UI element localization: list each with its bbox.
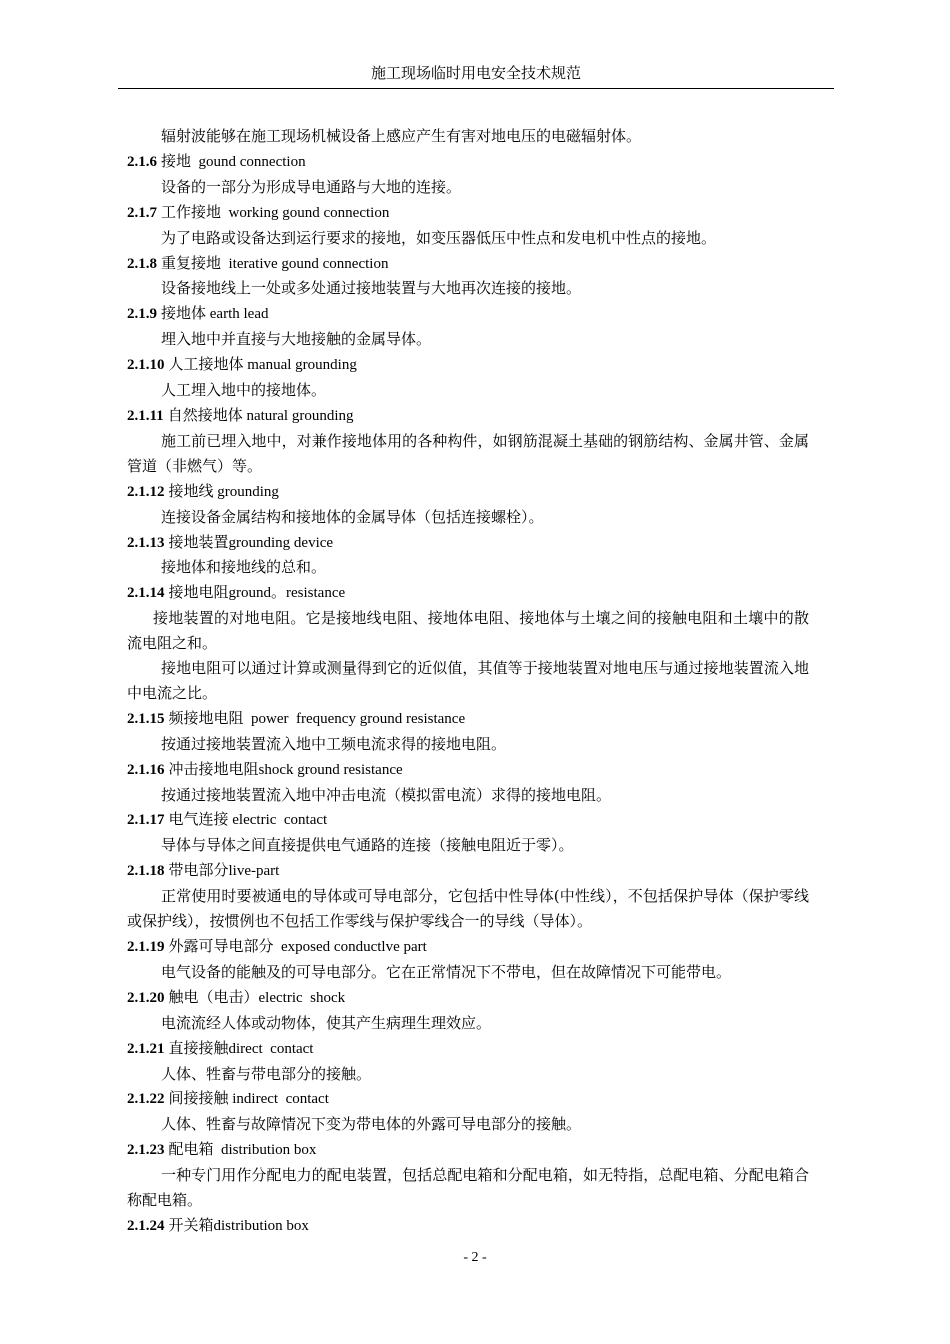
- term-heading: [127, 1137, 809, 1163]
- term-definition: 连接设备金属结构和接地体的金属导体（包括连接螺栓）。: [161, 507, 544, 526]
- term-chinese: 自然接地体: [167, 405, 243, 424]
- term-english: distribution box: [213, 1217, 309, 1234]
- term-definition: 人体、牲畜与故障情况下变为带电体的外露可导电部分的接触。: [161, 1115, 582, 1134]
- term-chinese: 间接接触: [168, 1089, 229, 1108]
- header-divider: [118, 88, 834, 89]
- term-heading: [127, 934, 809, 960]
- term-english: natural grounding: [242, 407, 354, 424]
- document-body: [127, 124, 809, 1239]
- term-heading: [127, 807, 809, 833]
- term-definition: 按通过接地装置流入地中冲击电流（模拟雷电流）求得的接地电阻。: [161, 785, 612, 804]
- term-definition: 设备的一部分为形成导电通路与大地的连接。: [161, 177, 462, 196]
- term-english: electric shock: [258, 989, 346, 1006]
- term-number: 2.1.22: [127, 1091, 165, 1108]
- term-chinese: 直接接触: [168, 1038, 229, 1057]
- term-heading: [127, 200, 809, 226]
- term-number: 2.1.16: [127, 761, 165, 778]
- term-definition: 接地装置的对地电阻。它是接地线电阻、接地体电阻、接地体与土壤之间的接触电阻和土壤中的散流电阻之和。: [127, 609, 809, 653]
- term-english: grounding device: [228, 534, 334, 551]
- term-chinese: 冲击接地电阻: [168, 759, 259, 778]
- term-english: electric contact: [228, 812, 328, 829]
- term-english: manual grounding: [243, 357, 357, 374]
- term-number: 2.1.24: [127, 1217, 165, 1234]
- term-heading: [127, 1036, 809, 1062]
- term-heading: [127, 757, 809, 783]
- term-number: 2.1.20: [127, 989, 165, 1006]
- term-heading: [127, 301, 809, 327]
- term-chinese: 带电部分: [168, 861, 229, 880]
- term-number: 2.1.13: [127, 534, 165, 551]
- term-english: gound connection: [191, 153, 306, 170]
- term-number: 2.1.15: [127, 710, 165, 727]
- term-chinese: 重复接地: [161, 253, 222, 272]
- term-chinese: 接地体: [161, 304, 207, 323]
- term-heading: [127, 985, 809, 1011]
- term-english: exposed conductlve part: [273, 939, 427, 955]
- term-number: 2.1.9: [127, 306, 157, 323]
- term-number: 2.1.18: [127, 863, 165, 880]
- term-definition: 接地体和接地线的总和。: [161, 558, 327, 577]
- term-english: ground。resistance: [228, 585, 346, 602]
- term-heading: [127, 149, 809, 175]
- term-chinese: 人工接地体: [168, 355, 244, 374]
- term-definition: 埋入地中并直接与大地接触的金属导体。: [161, 330, 432, 349]
- term-number: 2.1.23: [127, 1142, 165, 1159]
- term-heading: [127, 403, 809, 429]
- term-chinese: 接地: [161, 151, 192, 170]
- term-heading: [127, 530, 809, 556]
- term-number: 2.1.8: [127, 255, 157, 272]
- term-heading: [127, 1213, 809, 1239]
- term-definition: 为了电路或设备达到运行要求的接地，如变压器低压中性点和发电机中性点的接地。: [161, 228, 717, 247]
- term-definition: 人工埋入地中的接地体。: [161, 381, 327, 400]
- term-english: earth lead: [206, 306, 269, 323]
- term-english: live-part: [228, 863, 280, 880]
- term-number: 2.1.14: [127, 585, 165, 602]
- term-english: iterative gound connection: [221, 255, 389, 272]
- term-chinese: 接地线: [168, 481, 214, 500]
- term-english: indirect contact: [228, 1091, 329, 1108]
- term-number: 2.1.10: [127, 357, 165, 374]
- term-chinese: 电气连接: [168, 810, 229, 829]
- term-chinese: 接地装置: [168, 532, 229, 551]
- term-number: 2.1.12: [127, 483, 165, 500]
- term-definition: 电流流经人体或动物体，使其产生病理生理效应。: [161, 1013, 492, 1032]
- term-number: 2.1.11: [127, 407, 164, 424]
- term-definition: 设备接地线上一处或多处通过接地装置与大地再次连接的接地。: [161, 279, 582, 298]
- term-chinese: 接地电阻: [168, 583, 229, 602]
- term-definition: 接地电阻可以通过计算或测量得到它的近似值，其值等于接地装置对地电压与通过接地装置流入地中电流之比。: [127, 659, 809, 702]
- term-number: 2.1.21: [127, 1040, 165, 1057]
- term-heading: [127, 706, 809, 732]
- intro-paragraph: 辐射波能够在施工现场机械设备上感应产生有害对地电压的电磁辐射体。: [161, 127, 642, 145]
- term-english: grounding: [213, 483, 279, 500]
- term-number: 2.1.17: [127, 812, 165, 829]
- term-english: working gound connection: [221, 204, 390, 221]
- term-heading: [127, 858, 809, 884]
- term-number: 2.1.19: [127, 939, 165, 955]
- term-definition: 导体与导体之间直接提供电气通路的连接（接触电阻近于零）。: [161, 836, 574, 855]
- term-heading: [127, 352, 809, 378]
- term-definition: 施工前已埋入地中，对兼作接地体用的各种构件，如钢筋混凝土基础的钢筋结构、金属井管、金属管道（非燃气）等。: [127, 431, 809, 475]
- term-english: distribution box: [213, 1142, 317, 1159]
- term-chinese: 频接地电阻: [168, 708, 244, 727]
- term-number: 2.1.6: [127, 153, 157, 170]
- term-heading: [127, 580, 809, 606]
- term-english: power frequency ground resistance: [243, 710, 466, 727]
- term-chinese: 外露可导电部分: [168, 937, 274, 955]
- term-definition: 正常使用时要被通电的导体或可导电部分，它包括中性导体(中性线），不包括保护导体（保护零线或保护线），按惯例也不包括工作零线与保护零线合一的导线（导体）。: [127, 887, 809, 931]
- term-chinese: 配电箱: [168, 1140, 214, 1159]
- term-heading: [127, 1086, 809, 1112]
- term-definition: 按通过接地装置流入地中工频电流求得的接地电阻。: [161, 734, 507, 753]
- term-heading: [127, 479, 809, 505]
- term-english: direct contact: [228, 1040, 314, 1057]
- term-chinese: 开关箱: [168, 1215, 214, 1234]
- term-number: 2.1.7: [127, 204, 157, 221]
- term-definition: 人体、牲畜与带电部分的接触。: [161, 1064, 372, 1083]
- term-definition: 电气设备的能触及的可导电部分。它在正常情况下不带电，但在故障情况下可能带电。: [161, 962, 732, 981]
- page-number: - 2 -: [463, 1250, 487, 1265]
- page-header-title: 施工现场临时用电安全技术规范: [370, 64, 581, 82]
- term-definition: 一种专门用作分配电力的配电装置，包括总配电箱和分配电箱，如无特指，总配电箱、分配电箱合称配电箱。: [127, 1166, 809, 1210]
- term-heading: [127, 251, 809, 277]
- term-chinese: 工作接地: [161, 202, 222, 221]
- term-english: shock ground resistance: [258, 761, 403, 778]
- term-chinese: 触电（电击）: [168, 987, 259, 1006]
